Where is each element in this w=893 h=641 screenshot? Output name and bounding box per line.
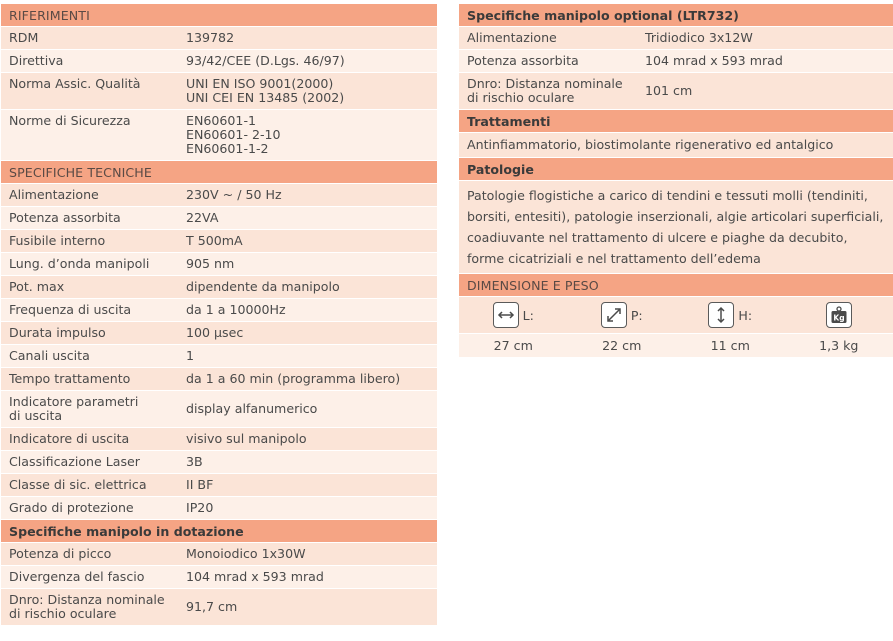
- row-key: Durata impulso: [9, 325, 106, 340]
- row-key: Pot. max: [9, 279, 65, 294]
- table-row: [1, 322, 437, 345]
- row-value: da 1 a 60 min (programma libero): [186, 371, 401, 386]
- table-row: [1, 451, 437, 474]
- trattamenti-text: Antinfiammatorio, biostimolante rigenerativo ed antalgico: [459, 133, 893, 158]
- table-row: [1, 391, 437, 428]
- dimension-value-weight: 1,3 kg: [819, 338, 859, 353]
- table-row: [459, 73, 893, 110]
- left-column: [1, 4, 437, 626]
- section-header-riferimenti: RIFERIMENTI: [1, 4, 437, 27]
- table-row: [1, 207, 437, 230]
- row-key: RDM: [9, 30, 39, 45]
- row-key: Indicatore di uscita: [9, 431, 130, 446]
- row-value: visivo sul manipolo: [186, 431, 307, 446]
- table-row: [1, 73, 437, 110]
- row-value: 905 nm: [186, 256, 235, 271]
- table-row: [1, 230, 437, 253]
- section-header-manipolo-optional: Specifiche manipolo optional (LTR732): [459, 4, 893, 27]
- row-key: Grado di protezione: [9, 500, 134, 515]
- table-row: [1, 543, 437, 566]
- section-header-specifiche-tecniche: SPECIFICHE TECNICHE: [1, 161, 437, 184]
- row-value: 93/42/CEE (D.Lgs. 46/97): [186, 53, 345, 68]
- table-row: [1, 428, 437, 451]
- table-row: [1, 276, 437, 299]
- row-value: T 500mA: [186, 233, 243, 248]
- table-row: [459, 27, 893, 50]
- dimension-label: P:: [630, 307, 643, 323]
- row-key: Norme di Sicurezza: [9, 113, 131, 128]
- table-row: [1, 474, 437, 497]
- dimension-weight: [785, 302, 893, 328]
- row-key: Alimentazione: [467, 30, 557, 45]
- row-value: 104 mrad x 593 mrad: [186, 569, 324, 584]
- table-row: [1, 589, 437, 626]
- row-key: Fusibile interno: [9, 233, 106, 248]
- dimension-value-length: 27 cm: [493, 338, 533, 353]
- row-value: Monoiodico 1x30W: [186, 546, 306, 561]
- row-value: 1: [186, 348, 195, 363]
- row-value: 230V ~ / 50 Hz: [186, 187, 282, 202]
- row-value: 104 mrad x 593 mrad: [645, 53, 783, 68]
- row-value: 100 µsec: [186, 325, 244, 340]
- depth-arrow-icon: [601, 302, 627, 328]
- row-key: Alimentazione: [9, 187, 99, 202]
- row-value: UNI EN ISO 9001(2000) UNI CEI EN 13485 (2002): [186, 76, 345, 105]
- row-key: Norma Assic. Qualità: [9, 76, 141, 91]
- table-row: [459, 50, 893, 73]
- row-key: Potenza di picco: [9, 546, 112, 561]
- dimension-value-depth: 22 cm: [602, 338, 642, 353]
- row-key: Tempo trattamento: [9, 371, 131, 386]
- row-key: Indicatore parametri di uscita: [9, 394, 139, 423]
- table-row: [1, 27, 437, 50]
- table-row: [1, 497, 437, 520]
- width-arrows-icon: [493, 302, 519, 328]
- row-value: display alfanumerico: [186, 401, 318, 416]
- patologie-text: Patologie flogistiche a carico di tendini e tessuti molli (tendiniti, borsiti, entesiti), patologie inserzionali, algie articolari superficiali, coadiuvante nel trattamento di ulcere e piaghe da decubito, forme cicatriziali e nel trattamento dell’edema: [459, 181, 893, 274]
- row-value: 22VA: [186, 210, 219, 225]
- table-row: [1, 368, 437, 391]
- table-row: [1, 50, 437, 73]
- row-key: Classe di sic. elettrica: [9, 477, 147, 492]
- dimension-value-height: 11 cm: [710, 338, 750, 353]
- weight-kg-icon: [826, 302, 852, 328]
- row-key: Potenza assorbita: [467, 53, 579, 68]
- row-key: Classificazione Laser: [9, 454, 140, 469]
- svg-text:Kg: Kg: [833, 313, 845, 323]
- row-value: 3B: [186, 454, 203, 469]
- row-key: Frequenza di uscita: [9, 302, 132, 317]
- row-key: Dnro: Distanza nominale di rischio oculare: [467, 76, 623, 105]
- dimension-label: H:: [738, 307, 753, 323]
- table-row: [1, 566, 437, 589]
- row-key: Potenza assorbita: [9, 210, 121, 225]
- row-value: 139782: [186, 30, 235, 45]
- table-row: [1, 299, 437, 322]
- table-row: [1, 345, 437, 368]
- dimension-height: [676, 302, 785, 328]
- table-row: [1, 184, 437, 207]
- dimension-depth: [568, 302, 677, 328]
- row-value: IP20: [186, 500, 214, 515]
- row-value: Tridiodico 3x12W: [645, 30, 753, 45]
- row-key: Divergenza del fascio: [9, 569, 145, 584]
- dimension-length: [459, 302, 568, 328]
- row-key: Lung. d’onda manipoli: [9, 256, 150, 271]
- right-column: [459, 4, 893, 357]
- row-key: Direttiva: [9, 53, 64, 68]
- row-value: EN60601-1 EN60601- 2-10 EN60601-1-2: [186, 113, 281, 156]
- section-header-manipolo-dotazione: Specifiche manipolo in dotazione: [1, 520, 437, 543]
- dimensions-block: [459, 297, 893, 357]
- row-value: II BF: [186, 477, 214, 492]
- section-header-dimensione-peso: DIMENSIONE E PESO: [459, 274, 893, 297]
- row-value: 101 cm: [645, 83, 693, 98]
- section-header-trattamenti: Trattamenti: [459, 110, 893, 133]
- row-key: Dnro: Distanza nominale di rischio oculare: [9, 592, 165, 621]
- row-value: 91,7 cm: [186, 599, 238, 614]
- table-row: [1, 110, 437, 161]
- row-value: da 1 a 10000Hz: [186, 302, 286, 317]
- row-key: Canali uscita: [9, 348, 90, 363]
- height-arrows-icon: [708, 302, 734, 328]
- row-value: dipendente da manipolo: [186, 279, 340, 294]
- table-row: [1, 253, 437, 276]
- dimension-label: L:: [522, 307, 534, 323]
- section-header-patologie: Patologie: [459, 158, 893, 181]
